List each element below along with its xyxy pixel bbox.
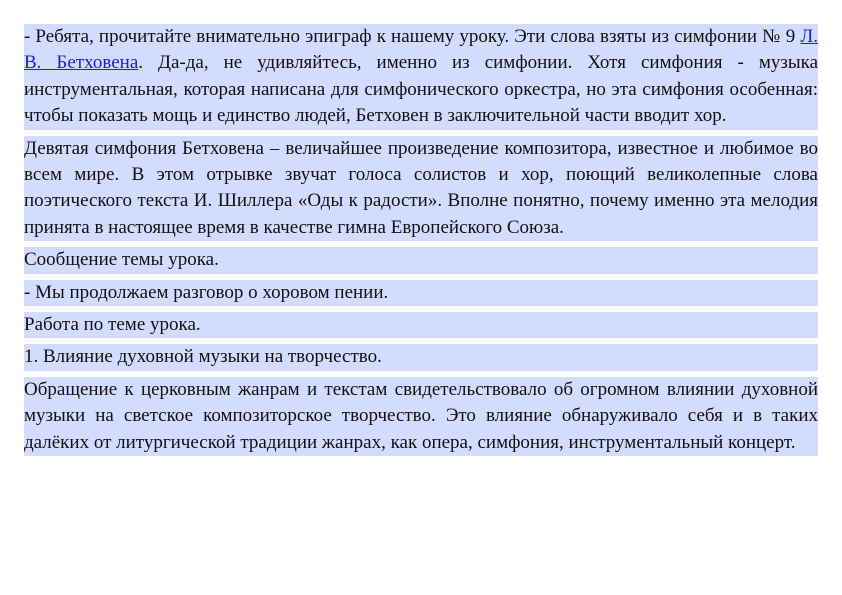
beethoven-link[interactable]: Л. В. Бетховена — [24, 26, 818, 74]
paragraph-section-heading: 1. Влияние духовной музыки на творчество. — [24, 344, 818, 370]
paragraph-intro — [24, 24, 818, 130]
paragraph-sacred-music: Обращение к церковным жанрам и текстам свидетельствовало об огромном влиянии духовной музыки на светское композиторское творчество. Это влияние обнаруживало себя и в таких далёких от литургической традиции жанрах, как опера, симфония, инструментальный концерт. — [24, 377, 818, 456]
paragraph-lesson-work: Работа по теме урока. — [24, 312, 818, 338]
paragraph-intro-text-end: . Да-да, не удивляйтесь, именно из симфонии. Хотя симфония - музыка инструментальная, которая написана для симфонического оркестра, но эта симфония особенная: чтобы показать мощь и единство людей, Бетховен в заключительной части вводит хор. — [24, 52, 819, 127]
paragraph-intro-text-start: - Ребята, прочитайте внимательно эпиграф к нашему уроку. Эти слова взяты из симфонии № 9 — [24, 26, 801, 47]
paragraph-ninth-symphony: Девятая симфония Бетховена – величайшее произведение композитора, известное и любимое во всем мире. В этом отрывке звучат голоса солистов и хор, поющий великолепные слова поэтического текста И. Шиллера «Оды к радости». Вполне понятно, почему именно эта мелодия принята в настоящее время в качестве гимна Европейского Союза. — [24, 136, 818, 242]
paragraph-lesson-topic: Сообщение темы урока. — [24, 247, 818, 273]
paragraph-choral-singing: - Мы продолжаем разговор о хоровом пении. — [24, 280, 818, 306]
document-body — [24, 24, 818, 456]
